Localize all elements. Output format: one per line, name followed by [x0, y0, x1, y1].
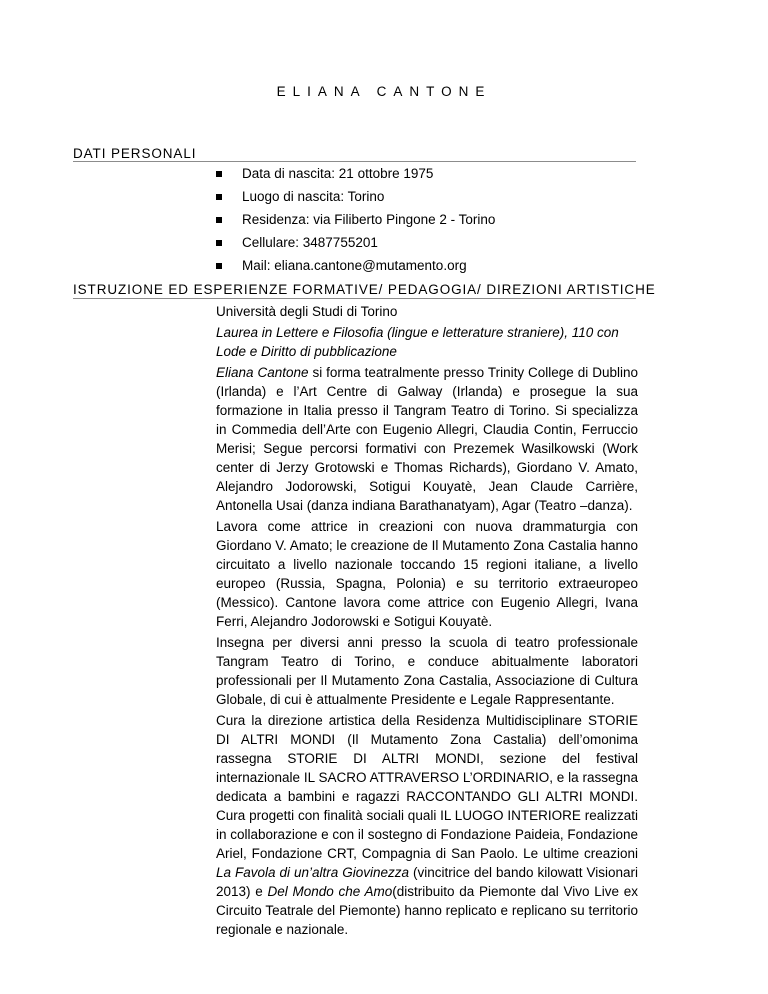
list-item — [216, 254, 495, 277]
birth-place: Luogo di nascita: Torino — [242, 189, 385, 204]
personal-data-list — [216, 162, 495, 277]
bullet-icon — [216, 194, 222, 200]
list-item — [216, 162, 495, 185]
work-title: La Favola di un’altra Giovinezza — [216, 865, 410, 880]
degree-description: Laurea in Lettere e Filosofia (lingue e letterature straniere), 110 con Lode e Diritto di pubblicazione — [216, 325, 619, 359]
email-address: Mail: eliana.cantone@mutamento.org — [242, 258, 467, 273]
birth-date: Data di nascita: 21 ottobre 1975 — [242, 166, 434, 181]
mobile-phone: Cellulare: 3487755201 — [242, 235, 378, 250]
training-paragraph: Eliana Cantone si forma teatralmente presso Trinity College di Dublino (Irlanda) e l’Art Centre di Galway (Irlanda) e prosegue la sua formazione in Italia presso il Tangram Teatro di Torino. Si specializza in Commedia dell’Arte con Eugenio Allegri, Claudia Contin, Ferruccio Merisi; Segue percorsi formativi con Prezemek Wasilkowski (Work center di Jerzy Grotowski e Thomas Richards), Giordano V. Amato, Alejandro Jodorowski, Sotigui Kouyatè, Jean Claude Carrière, Antonella Usai (danza indiana Barathanatyam), Agar (Teatro –danza). — [216, 365, 638, 513]
list-item — [216, 208, 495, 231]
section-title-personal: DATI PERSONALI — [73, 146, 197, 161]
bullet-icon — [216, 263, 222, 269]
bullet-icon — [216, 217, 222, 223]
residence: Residenza: via Filiberto Pingone 2 - Torino — [242, 212, 496, 227]
bullet-icon — [216, 240, 222, 246]
list-item — [216, 185, 495, 208]
list-item — [216, 231, 495, 254]
university-name: Università degli Studi di Torino — [216, 304, 398, 319]
bullet-icon — [216, 171, 222, 177]
teaching-paragraph: Insegna per diversi anni presso la scuola di teatro professionale Tangram Teatro di Torino, e conduce abitualmente laboratori professionali per Il Mutamento Zona Castalia, Associazione di Cultura Globale, di cui è attualmente Presidente e Legale Rappresentante. — [216, 635, 638, 707]
section-divider — [73, 298, 636, 299]
education-content — [216, 302, 638, 941]
direction-paragraph: Cura la direzione artistica della Residenza Multidisciplinare STORIE DI ALTRI MONDI (Il Mutamento Zona Castalia) dell’omonima rassegna STORIE DI ALTRI MONDI, sezione del festival internazionale IL SACRO ATTRAVERSO L’ORDINARIO, e la rassegna dedicata a bambini e ragazzi RACCONTANDO GLI ALTRI MONDI. Cura progetti con finalità sociali quali IL LUOGO INTERIORE realizzati in collaborazione e con il sostegno di Fondazione Paideia, Fondazione Ariel, Fondazione CRT, Compagnia di San Paolo. Le ultime creazioni La Favola di un’altra Giovinezza (vincitrice del bando kilowatt Visionari 2013) e Del Mondo che Amo(distribuito da Piemonte dal Vivo Live ex Circuito Teatrale del Piemonte) hanno replicato e replicano su territorio regionale e nazionale. — [216, 713, 639, 937]
work-title: Del Mondo che Amo — [267, 884, 393, 899]
person-name: Eliana Cantone — [216, 365, 309, 380]
cv-name-heading: ELIANA CANTONE — [276, 84, 492, 99]
section-title-education: ISTRUZIONE ED ESPERIENZE FORMATIVE/ PEDAGOGIA/ DIREZIONI ARTISTICHE — [73, 282, 656, 297]
acting-paragraph: Lavora come attrice in creazioni con nuova drammaturgia con Giordano V. Amato; le creazione de Il Mutamento Zona Castalia hanno circuitato a livello nazionale toccando 15 regioni italiane, a livello europeo (Russia, Spagna, Polonia) e su territorio extraeuropeo (Messico). Cantone lavora come attrice con Eugenio Allegri, Ivana Ferri, Alejandro Jodorowski e Sotigui Kouyatè. — [216, 519, 639, 629]
